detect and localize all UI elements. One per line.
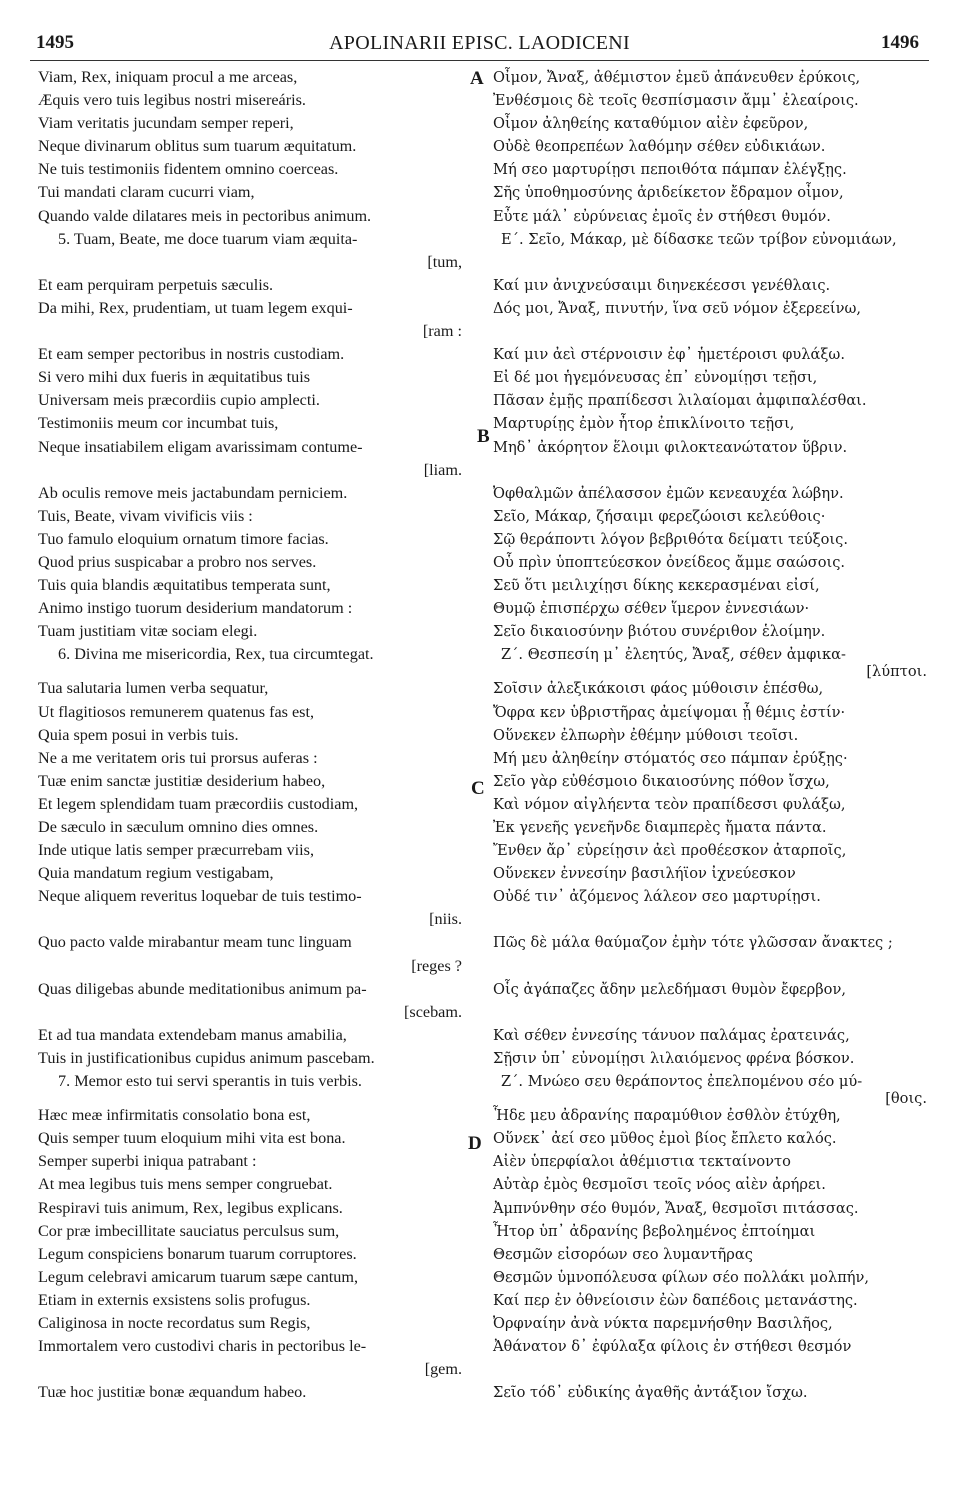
latin-line: Ut flagitiosos remunerem quatenus fas est,: [38, 702, 315, 721]
latin-line: Quando valde dilatares meis in pectoribus animum.: [38, 206, 372, 225]
section-marker-c: C: [471, 778, 485, 799]
latin-line-continuation: [niis.: [429, 910, 462, 929]
greek-line: Ὀρφναίην ἀνὰ νύκτα παρεμνήσθην Βασιλῆος,: [493, 1314, 833, 1332]
latin-line: De sæculo in sæculum omnino dies omnes.: [38, 818, 319, 836]
greek-line: Καί μιν ἀνιχνεύσαιμι διηνεκέεσσι γενέθλαις.: [493, 276, 831, 294]
latin-line: Da mihi, Rex, prudentiam, ut tuam legem exqui-: [38, 298, 353, 317]
greek-line: Σῷ θεράποντι λόγον βεβριθότα δείματι τεύξοις.: [493, 530, 848, 548]
greek-line: Καί μιν ἀεὶ στέρνοισιν ἐφ᾽ ἡμετέροισι φυλάξω.: [493, 346, 845, 364]
greek-line: Ζ΄. Μνώεο σευ θεράποντος ἐπελπομένου σέο μύ-: [501, 1073, 863, 1091]
latin-line: Neque insatiabilem eligam avarissimam contume-: [38, 437, 363, 456]
line-spacer: [493, 320, 933, 343]
latin-line: Hæc meæ infirmitatis consolatio bona est,: [38, 1106, 311, 1125]
greek-line: Σεῖο δικαιοσύνην βιότου συνέριθον ἑλοίμην.: [493, 623, 826, 641]
greek-line-continuation: [λύπτοι.: [866, 663, 927, 681]
greek-line: Καί περ ἐν ὀθνείοισιν ἐὼν δαπέδοις μετανάστης.: [493, 1291, 858, 1309]
latin-line: Et ad tua mandata extendebam manus amabilia,: [38, 1025, 347, 1044]
latin-line: Quod prius suspicabar a probro nos serves.: [38, 552, 317, 571]
greek-line: Καὶ νόμον αἰγλήεντα τεὸν πραπίδεσσι φυλάξω,: [493, 795, 846, 813]
greek-line: Καὶ σέθεν ἐννεσίης τάνυον παλάμας ἐρατεινάς,: [493, 1026, 850, 1044]
latin-line: Respiravi tuis animum, Rex, legibus explicans.: [38, 1198, 343, 1217]
greek-line-continuation: [θοις.: [885, 1090, 927, 1108]
running-title: APOLINARII EPISC. LAODICENI: [329, 32, 630, 54]
page-number-left: 1495: [36, 32, 74, 53]
latin-line: Tuæ hoc justitiæ bonæ æquandum habeo.: [38, 1383, 307, 1402]
line-spacer: [493, 955, 933, 978]
greek-line: Μή σεο μαρτυρίῃσι πεποιθότα πάμπαν ἐλέγξῃς.: [493, 161, 847, 179]
greek-line: Σοῖσιν ἀλεξικάκοισι φάος μύθοισιν ἑπέσθω,: [493, 680, 824, 698]
greek-line: Μή μευ ἀληθείην στόματός σεο πάμπαν ἐρύξῃς·: [493, 749, 848, 767]
latin-line: Quia spem posui in verbis tuis.: [38, 725, 239, 744]
greek-line: Ὄφρα κεν ὑβριστῆρας ἀμείψομαι ᾗ θέμις ἐστίν·: [493, 703, 846, 721]
greek-line: Ὀφθαλμῶν ἀπέλασσον ἐμῶν κενεαυχέα λώβην.: [493, 484, 844, 502]
latin-line: Ne tuis testimoniis fidentem omnino coerceas.: [38, 160, 339, 179]
section-marker-a: A: [470, 68, 484, 89]
latin-line-continuation: [scebam.: [404, 1002, 462, 1021]
greek-line: Σεῦ ὅτι μειλιχίῃσι δίκης κεκερασμέναι εἰσί,: [493, 577, 820, 595]
greek-line: Οἷς ἀγάπαζες ἄδην μελεδήμασι θυμὸν ἔφερβον,: [493, 980, 846, 998]
latin-line: Viam, Rex, iniquam procul a me arceas,: [38, 68, 298, 86]
latin-line: Tuis in justificationibus cupidus animum pascebam.: [38, 1048, 375, 1067]
latin-line: Tuis, Beate, vivam vivificis viis :: [38, 506, 253, 525]
latin-line: Legum conspiciens bonarum tuarum corruptores.: [38, 1244, 357, 1263]
greek-line: Ἐνθέσμοις δὲ τεοῖς θεσπίσμασιν ἄμμ᾽ ἐλεαίροις.: [493, 92, 859, 110]
greek-line: Πῶς δὲ μάλα θαύμαζον ἐμὴν τότε γλῶσσαν ἄνακτες ;: [493, 934, 893, 952]
latin-line-continuation: [ram :: [422, 322, 462, 341]
latin-line: Neque divinarum oblitus sum tuarum æquitatum.: [38, 137, 357, 156]
line-gap: [38, 1093, 468, 1104]
greek-line: Οἶμον, Ἄναξ, ἀθέμιστον ἐμεῦ ἀπάνευθεν ἐρύκοις,: [493, 69, 861, 86]
latin-line: Æquis vero tuis legibus nostri misereáris.: [38, 91, 306, 110]
line-spacer: [493, 908, 933, 931]
latin-line: Quo pacto valde mirabantur meam tunc linguam: [38, 933, 352, 952]
latin-line: 5. Tuam, Beate, me doce tuarum viam æquita-: [58, 229, 358, 248]
latin-line-continuation: [gem.: [424, 1360, 462, 1379]
latin-line: Ne a me veritatem oris tui prorsus auferas :: [38, 748, 318, 767]
greek-line: Ἀθάνατον δ᾽ ἐφύλαξα φίλοις ἐν στήθεσι θεσμόν: [493, 1338, 852, 1356]
greek-line: Σῇσιν ὑπ᾽ εὐνομίῃσι λιλαιόμενος φρένα βόσκον.: [493, 1049, 855, 1067]
latin-line: Immortalem vero custodivi charis in pectoribus le-: [38, 1337, 367, 1356]
greek-line: Οὕνεκ᾽ ἀεί σεο μῦθος ἐμοὶ βίος ἔπλετο καλός.: [493, 1130, 837, 1148]
line-gap: [38, 666, 468, 677]
latin-line: Legum celebravi amicarum tuarum sæpe cantum,: [38, 1267, 359, 1286]
greek-line: Ζ΄. Θεσπεσίη μ᾽ ἐλεητύς, Ἄναξ, σέθεν ἀμφικα-: [501, 646, 846, 664]
greek-line: Σεῖο τόδ᾽ εὐδικίης ἀγαθῆς ἀντάξιον ἴσχω.: [493, 1384, 808, 1402]
latin-line: Semper superbi iniqua patrabant :: [38, 1152, 257, 1171]
greek-line: Δός μοι, Ἄναξ, πινυτήν, ἵνα σεῦ νόμον ἐξερεείνω,: [493, 299, 862, 317]
greek-line: Οἶμον ἀληθείης καταθύμιον αἰὲν ἐφεῦρον,: [493, 115, 809, 133]
header-rule: [30, 60, 929, 61]
latin-line: Ab oculis remove meis jactabundam perniciem.: [38, 483, 348, 502]
latin-line: Tuis quia blandis æquitatibus temperata sunt,: [38, 576, 331, 595]
section-marker-d: D: [468, 1133, 482, 1154]
greek-line: Οὕνεκεν ἐλπωρὴν ἐθέμην μύθοισι τεοῖσι.: [493, 726, 799, 744]
latin-line: Etiam in externis exsistens solis profugus.: [38, 1290, 311, 1309]
greek-line: Θεσμῶν εἰσορόων σεο λυμαντῆρας: [493, 1245, 753, 1263]
greek-line: Ἦτορ ὑπ᾽ ἀδρανίης βεβολημένος ἐπτοίημαι: [493, 1222, 816, 1240]
greek-line: Μαρτυρίῃς ἐμὸν ἦτορ ἐπικλίνοιτο τεῇσι,: [493, 415, 795, 433]
greek-line: Ε΄. Σεῖο, Μάκαρ, μὲ δίδασκε τεῶν τρίβον εὐνομιάων,: [501, 230, 897, 248]
greek-line: Αἰὲν ὑπερφίαλοι ἀθέμιστια τεκταίνοντο: [493, 1153, 791, 1171]
latin-line: Neque aliquem reveritus loquebar de tuis testimo-: [38, 887, 362, 906]
latin-line: Et eam perquiram perpetuis sæculis.: [38, 275, 274, 294]
latin-line: Et legem splendidam tuam præcordiis custodiam,: [38, 794, 359, 813]
latin-line-continuation: [reges ?: [411, 956, 462, 975]
latin-line: Universam meis præcordiis cupio amplecti.: [38, 391, 320, 410]
greek-line: Μηδ᾽ ἀκόρητον ἕλοιμι φιλοκτεανώτατον ὕβριν.: [493, 438, 848, 456]
line-spacer: [493, 251, 933, 274]
latin-line: Caliginosa in nocte recordatus sum Regis,: [38, 1313, 311, 1332]
greek-line: Εὖτε μάλ᾽ εὐρύνειας ἐμοῖς ἐν στήθεσι θυμόν.: [493, 207, 831, 225]
latin-line: Tuo famulo eloquium ornatum timore facias.: [38, 529, 329, 548]
latin-line: Viam veritatis jucundam semper reperi,: [38, 114, 294, 133]
line-spacer: [493, 1358, 933, 1381]
greek-line: Σεῖο, Μάκαρ, ζήσαιμι φερεζώοισι κελεύθοις·: [493, 507, 826, 525]
greek-line: Πᾶσαν ἐμῇς πραπίδεσσι λιλαίομαι ἀμφιπαλέσθαι.: [493, 392, 867, 410]
latin-column: [38, 66, 468, 1404]
latin-line: Et eam semper pectoribus in nostris custodiam.: [38, 345, 345, 364]
greek-line: Οὐδέ τιν᾽ ἀζόμενος λάλεον σεο μαρτυρίῃσι.: [493, 888, 821, 906]
latin-line: Quis semper tuum eloquium mihi vita est bona.: [38, 1129, 346, 1148]
greek-line: Θεσμῶν ὑμνοπόλευσα φίλων σέο πολλάκι μολπήν,: [493, 1268, 870, 1286]
latin-line: Cor præ imbecillitate sauciatus perculsus sum,: [38, 1221, 340, 1240]
greek-line: Οὐδὲ θεοπρεπέων λαθόμην σέθεν εὐδικιάων.: [493, 138, 826, 156]
latin-line: Tui mandati claram cucurri viam,: [38, 183, 255, 202]
latin-line: Inde utique latis semper præcurrebam viis,: [38, 841, 315, 860]
greek-line: Θυμῷ ἐπισπέρχω σέθεν ἵμερον ἐννεσιάων·: [493, 600, 810, 618]
latin-line: Tuæ enim sanctæ justitiæ desiderium habeo,: [38, 771, 326, 790]
greek-line: Οὕνεκεν ἐννεσίην βασιλήϊον ἰχνεύεσκον: [493, 865, 796, 883]
latin-line-continuation: [tum,: [427, 252, 462, 271]
greek-line: Ἐκ γενεῆς γενεῆνδε διαμπερὲς ἤματα πάντα.: [493, 819, 827, 836]
greek-line: Οὗ πρὶν ὑποπτεύεσκον ὀνείδεος ἄμμε σαώσοις.: [493, 553, 846, 571]
section-marker-b: B: [477, 426, 490, 447]
latin-line: 7. Memor esto tui servi sperantis in tuis verbis.: [58, 1072, 362, 1091]
latin-line: Quia mandatum regium vestigabam,: [38, 864, 274, 883]
latin-line: Tuam justitiam vitæ sociam elegi.: [38, 622, 258, 641]
latin-line: 6. Divina me misericordia, Rex, tua circumtegat.: [58, 645, 374, 664]
running-header: [0, 32, 959, 62]
greek-line: Σεῖο γὰρ εὐθέσμοιο δικαιοσύνης πόθον ἴσχω,: [493, 772, 830, 790]
greek-line: Αὐτὰρ ἐμὸς θεσμοῖσι τεοῖς νόος αἰὲν ἀρήρει.: [493, 1176, 826, 1194]
latin-line: Si vero mihi dux fueris in æquitatibus tuis: [38, 368, 311, 387]
latin-line: Animo instigo tuorum desiderium mandatorum :: [38, 599, 353, 618]
latin-line: Tua salutaria lumen verba sequatur,: [38, 679, 269, 698]
greek-column: [493, 66, 933, 1404]
greek-line: Ἀμπνύνθην σέο θυμόν, Ἄναξ, θεσμοῖσι πιτάσσας.: [493, 1199, 859, 1217]
page-number-right: 1496: [881, 32, 919, 53]
latin-line: Quas diligebas abunde meditationibus animum pa-: [38, 979, 367, 998]
greek-line: Ἧδε μευ ἀδρανίης παραμύθιον ἐσθλὸν ἐτύχθη,: [493, 1107, 841, 1125]
greek-line: Σῆς ὑποθημοσύνης ἀριδείκετον ἔδραμον οἶμον,: [493, 184, 844, 202]
line-spacer: [493, 1001, 933, 1024]
line-spacer: [493, 459, 933, 482]
greek-line: Εἰ δέ μοι ἡγεμόνευσας ἐπ᾽ εὐνομίῃσι τεῇσι,: [493, 369, 818, 387]
latin-line-continuation: [liam.: [423, 460, 462, 479]
latin-line: Testimoniis meum cor incumbat tuis,: [38, 414, 279, 433]
greek-line: Ἔνθεν ἄρ᾽ εὐρείῃσιν ἀεὶ προθέεσκον ἀταρποῖς,: [493, 842, 847, 860]
latin-line: At mea legibus tuis mens semper congruebat.: [38, 1175, 333, 1194]
